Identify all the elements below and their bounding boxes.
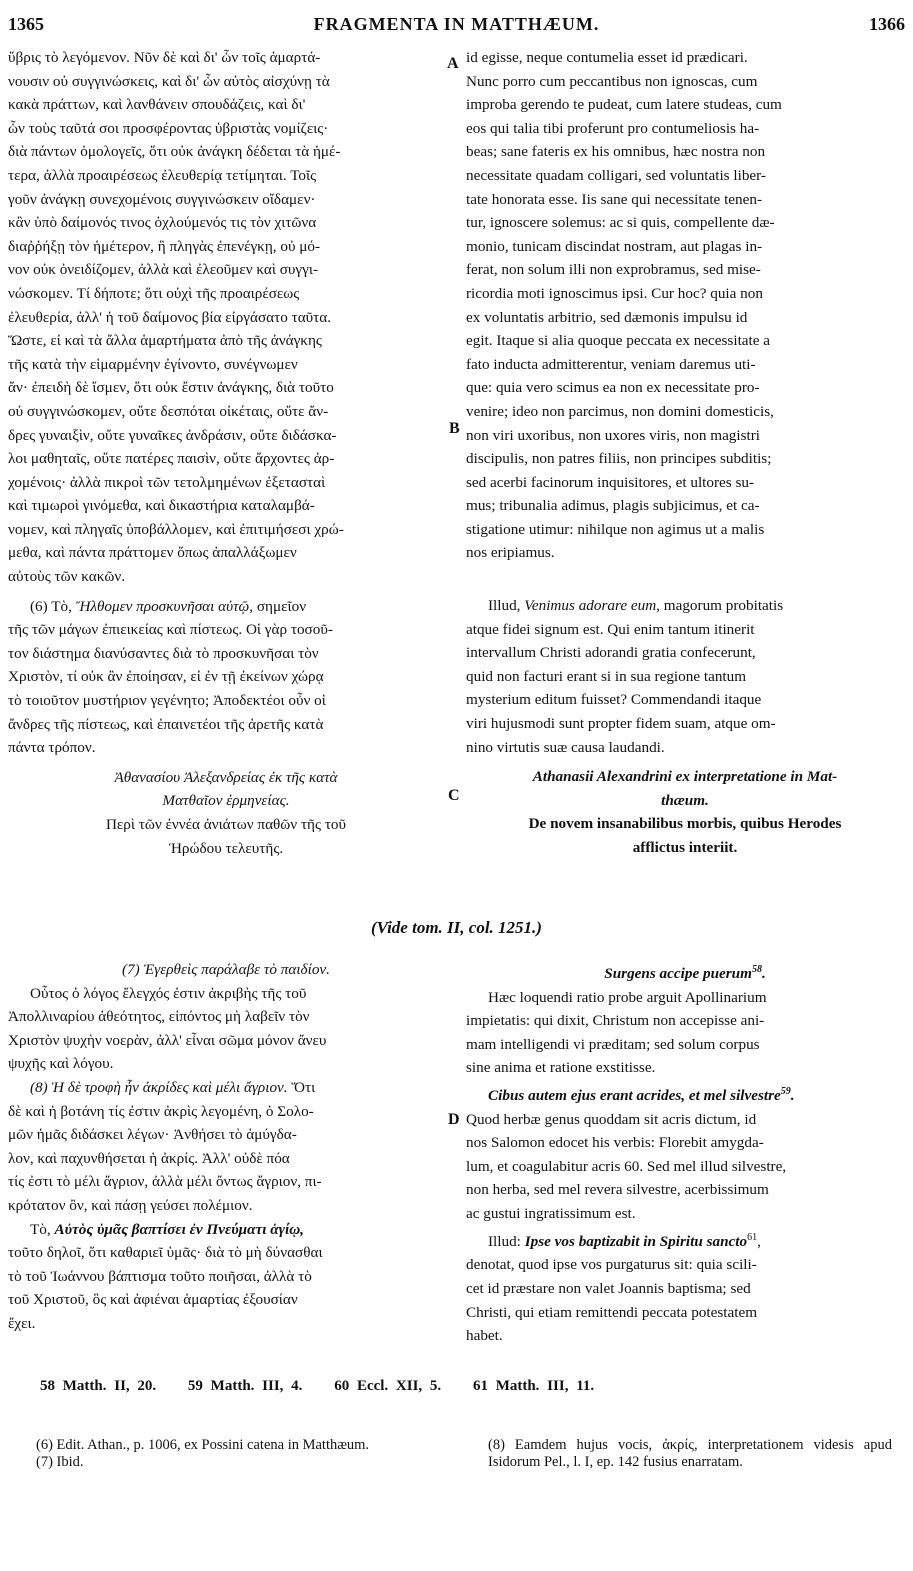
text-line: ἄν· ἐπειδὴ δὲ ἴσμεν, ὅτι οὐκ ἔστιν ἀνάγκης, διὰ τοῦτο (8, 379, 334, 397)
text-line: lum, et coagulabitur acris 60. Sed mel illud silvestre, (466, 1157, 787, 1175)
greek-paragraph-6 (8, 595, 444, 760)
text-line: διαῤῥήξῃ τὸν ἡμέτερον, ἢ πληγὰς ἐπενέγκῃ, οὐ μό- (8, 237, 321, 255)
text-line: νον οὐκ ὀνειδίζομεν, ἀλλὰ καὶ ἐλεοῦμεν καὶ συγγι- (8, 261, 319, 279)
text-line: Οὗτος ὁ λόγος ἔλεγχός ἐστιν ἀκριβὴς τῆς τοῦ (30, 984, 307, 1002)
text-line: λοι μαθηταῖς, οὔτε πατέρες παισὶν, οὔτε ἄρχοντες ἀρ- (8, 450, 335, 468)
text-fragment: magorum probitatis (663, 597, 784, 615)
text-line: ψυχῆς καὶ λόγου. (8, 1055, 114, 1073)
text-line: διὰ πάντων ὁμολογεῖς, ὅτι οὐκ ἀνάγκη δέδεται τὰ ἡμέ- (8, 143, 341, 161)
text-line: ἄνδρες τῆς πίστεως, καὶ ἐπαινετέοι τῆς ἀρετῆς κατὰ (8, 715, 324, 733)
text-line: χομένοις· ἀλλὰ πικροὶ τῶν τετολμημένων ἐξετασταὶ (8, 473, 326, 491)
text-line: δὲ καὶ ἡ βοτάνη τίς ἐστιν ἀκρὶς λεγομένη, ὁ Σολο- (8, 1102, 314, 1120)
text-line: cet id præstare non valet Joannis baptisma; sed (466, 1279, 751, 1297)
section-subtitle: De novem insanabilibus morbis, quibus Herodes (528, 815, 842, 833)
text-line: τερα, ἀλλὰ προαιρέσεως ἐλευθερίᾳ τετίμηται. Τοῖς (8, 166, 317, 184)
text-line: καὶ τιμωροὶ γινόμεθα, καὶ δικαστήρια καταλαμβά- (8, 497, 315, 515)
text-line: quid non facturi erant si in sua regione tantum (466, 667, 747, 685)
text-line: νουσιν οὐ συγγινώσκεις, καὶ δι' ὧν αὐτὸς αἰσχύνῃ τὰ (8, 72, 330, 90)
section-title: Ἀθανασίου Ἀλεξανδρείας ἐκ τῆς κατὰ (114, 768, 338, 786)
text-line: non viri uxoribus, non uxores viris, non magistri (466, 426, 761, 444)
text-line: viri hujusmodi sunt propter fidem suam, atque om- (466, 715, 776, 733)
section-number: (6) (30, 597, 48, 615)
text-line: νώσκομεν. Τί δήποτε; ὅτι οὐχὶ τῆς προαιρέσεως (8, 284, 300, 302)
text-line: stigatione utimur: nihilque non agimus ut a malis (466, 520, 765, 538)
intro-word: Τὸ, (30, 1220, 51, 1238)
text-line: Nunc porro cum peccantibus non ignoscas, cum (466, 72, 758, 90)
footnote: (7) Ibid. (36, 1454, 84, 1470)
greek-column-bottom (8, 958, 444, 1336)
scripture-heading: (7) Ἐγερθεὶς παράλαβε τὸ παιδίον. (122, 961, 330, 978)
text-line: ex voluntatis arbitrio, sed dæmonis impulsu id (466, 308, 748, 326)
footnote: (6) Edit. Athan., p. 1006, ex Possini catena in Matthæum. (36, 1437, 370, 1453)
latin-paragraph-1 (466, 46, 904, 565)
athanasius-greek-heading (8, 766, 444, 860)
text-line: ἔχει. (8, 1314, 36, 1332)
footnotes-left (36, 1437, 446, 1471)
text-line: fato inducta admitterentur, veniam daremus uti- (466, 355, 756, 373)
greek-paragraph-7 (8, 958, 444, 1076)
text-line: denotat, quod ipse vos purgaturus sit: quia scili- (466, 1256, 757, 1274)
latin-paragraph-8 (466, 1080, 904, 1226)
text-line: ὕβρις τὸ λεγόμενον. Νῦν δὲ καὶ δι' ὧν τοῖς ἁμαρτά- (8, 49, 321, 66)
text-line: impietatis: qui dixit, Christum non accepisse ani- (466, 1012, 765, 1030)
scripture-quote: Surgens accipe puerum (604, 965, 752, 983)
text-fragment: Ὅτι (291, 1078, 316, 1096)
text-line: que: quia vero scimus ea non ex necessitate pro- (466, 379, 760, 397)
text-line: τῆς τῶν μάγων ἐπιεικείας καὶ πίστεως. Οἱ γὰρ τοσοῦ- (8, 621, 333, 639)
page-header (8, 14, 905, 40)
text-line: γοῦν ἀνάγκῃ συνεχομένοις συγγινώσκειν οἴδαμεν· (8, 190, 316, 208)
greek-paragraph-1 (8, 46, 444, 589)
text-line: νομεν, καὶ πληγαῖς ὑποβάλλομεν, καὶ ἐπιτιμήσεσι χρώ- (8, 520, 344, 538)
text-line: μῶν ἡμᾶς διδάσκει λέγων· Ἀνθήσει τὸ ἀμύγδα- (8, 1126, 297, 1144)
text-line: Χριστὸν, τί οὐκ ἂν ἐποίησαν, εἰ ἐν τῇ ἐκείνων χώρᾳ (8, 668, 324, 686)
text-line: τοῦ Χριστοῦ, ὃς καὶ ἀφιέναι ἁμαρτίας ἐξουσίαν (8, 1291, 298, 1309)
section-subtitle: Περὶ τῶν ἐννέα ἀνιάτων παθῶν τῆς τοῦ (105, 816, 347, 833)
text-line: sine anima et ratione exstitisse. (466, 1059, 656, 1077)
text-line: κακὰ πράττων, καὶ λανθάνειν σπουδάζεις, καὶ δι' (8, 96, 306, 114)
intro-word: Τὸ, (51, 597, 72, 615)
text-line: intervallum Christi adorandi gratia confecerunt, (466, 644, 756, 662)
text-line: necessitate quadam colligari, sed voluntatis liber- (466, 166, 766, 184)
intro-word: Illud: (488, 1232, 521, 1250)
latin-paragraph-6 (466, 594, 904, 759)
text-line: Cibus autem ejus erant acrides, et mel silvestre$^{59}$. (488, 1086, 795, 1105)
latin-paragraph-baptism (466, 1226, 904, 1348)
text-line: Illud: Ipse vos baptizabit in Spiritu sancto$^{61}$, (488, 1231, 761, 1250)
greek-paragraph-baptism (8, 1218, 444, 1336)
text-line: λον, καὶ παχυνθήσεται ἡ ἀκρίς. Ἀλλ' οὐδὲ πόα (8, 1149, 290, 1167)
text-line: nos eripiamus. (466, 544, 555, 562)
text-line: Χριστὸν ψυχὴν νοερὰν, ἀλλ' εἶναι σῶμα μόνον ἄνευ (8, 1031, 327, 1049)
margin-marker-b: B (449, 420, 460, 437)
text-line: κἂν ὑπὸ δαίμονός τινος ὀχλούμενός τις τὸν χιτῶνα (8, 214, 317, 232)
section-subtitle: Ἡρώδου τελευτῆς. (168, 839, 284, 857)
text-line: eos qui talia tibi proferunt pro contumeliosis ha- (466, 119, 760, 137)
text-line: ἐλευθερία, ἀλλ' ἡ τοῦ δαίμονος βία εἰργάσατο ταῦτα. (8, 308, 332, 326)
latin-column-bottom (466, 958, 904, 1348)
text-fragment: σημεῖον (256, 597, 307, 615)
footnote-ref: 59 (780, 1086, 791, 1098)
section-title: Ματθαῖον ἑρμηνείας. (162, 792, 290, 810)
text-line: id egisse, neque contumelia esset id prædicari. (466, 49, 748, 66)
footnotes-right (488, 1437, 892, 1471)
text-line: ricordia moti ignoscimus ipsi. Cur hoc? quia non (466, 284, 763, 302)
text-line (8, 595, 444, 619)
text-line: monio, tunicam discindat nostram, aut plagas in- (466, 237, 763, 255)
text-line: habet. (466, 1327, 503, 1345)
text-line: improba gerendo te pudeat, cum latere studeas, cum (466, 96, 782, 114)
text-line: ac gustui ingratissimum est. (466, 1205, 636, 1223)
text-line: tate honorata esse. Iis sane qui necessitate tenen- (466, 190, 763, 208)
text-line: Christi, qui etiam remittendi peccata potestatem (466, 1303, 758, 1321)
text-line (8, 1076, 444, 1100)
scripture-references (40, 1378, 618, 1395)
section-title: Athanasii Alexandrini ex interpretatione in Mat- (532, 768, 838, 786)
text-line: Quod herbæ genus quoddam sit acris dictum, id (466, 1110, 757, 1128)
scripture-quote: Αὐτὸς ὑμᾶς βαπτίσει ἐν Πνεύματι ἁγίῳ, (54, 1220, 304, 1238)
text-line: αὐτοὺς τῶν κακῶν. (8, 568, 126, 586)
section-subtitle: afflictus interiit. (632, 839, 738, 856)
text-line: τοῦτο δηλοῖ, ὅτι καθαριεῖ ὑμᾶς· διὰ τὸ μὴ δύνασθαι (8, 1244, 323, 1262)
intro-word: Illud, (488, 597, 521, 615)
section-title: thæum. (661, 791, 709, 809)
page-number-left: 1365 (8, 14, 44, 34)
text-line: ferat, non solum illi non exprobramus, sed mise- (466, 261, 761, 279)
reference-item: 60 Eccl. XII, 5. (334, 1378, 442, 1394)
text-line: atque fidei signum est. Qui enim tantum itinerit (466, 620, 755, 638)
reference-item: 59 Matth. III, 4. (187, 1378, 303, 1394)
scripture-quote: (8) Ἡ δὲ τροφὴ ἦν ἀκρίδες καὶ μέλι ἄγριον. (30, 1078, 288, 1096)
text-line: πάντα τρόπον. (8, 739, 96, 757)
text-line (466, 594, 904, 618)
latin-column-top (466, 46, 904, 860)
text-line: τον διάστημα διανύσαντες διὰ τὸ προσκυνῆσαι τὸν (8, 644, 319, 662)
margin-marker-c: C (448, 787, 460, 804)
scripture-quote: Cibus autem ejus erant acrides, et mel silvestre (488, 1087, 781, 1105)
text-line: nino virtutis suæ causa laudandi. (466, 738, 665, 756)
text-line: Hæc loquendi ratio probe arguit Apollinarium (488, 988, 767, 1006)
text-line: sed acerbi facinorum inquisitores, et ultores su- (466, 473, 755, 491)
margin-marker-d: D (448, 1111, 460, 1128)
scripture-heading: Surgens accipe puerum$^{58}$. (604, 964, 766, 983)
text-line: venire; ideo non parcimus, non domini domesticis, (466, 402, 774, 420)
footnote-ref: 58 (751, 964, 762, 975)
text-line: tur, ignoscere solemus: ac si quis, compellente dæ- (466, 214, 775, 232)
cross-reference-note: (Vide tom. II, col. 1251.) (371, 918, 542, 937)
greek-column-top (8, 46, 444, 860)
text-line: τῆς κατὰ τὴν εἱμαρμένην ἐγίνοντο, συνέγνωμεν (8, 355, 298, 373)
reference-item: 61 Matth. III, 11. (472, 1378, 595, 1394)
text-line (8, 1218, 444, 1242)
greek-paragraph-8 (8, 1076, 444, 1218)
text-line: τὸ τοῦ Ἰωάννου βάπτισμα τοῦτο ποιῆσαι, ἀλλὰ τὸ (8, 1267, 312, 1285)
scripture-quote: Ἤλθομεν προσκυνῆσαι αὐτῷ, (75, 597, 254, 615)
text-line: τὸ τοιοῦτον μυστήριον γεγένητο; Ἀποδεκτέοι οὖν οἱ (8, 692, 326, 710)
text-line: δρες γυναιξὶν, οὔτε γυναῖκες ἀνδράσιν, οὔτε διδάσκα- (8, 426, 337, 444)
running-title: FRAGMENTA IN MATTHÆUM. (313, 14, 600, 34)
text-line: κρότατον ὂν, καὶ πάσῃ γεύσει πολέμιον. (8, 1196, 253, 1214)
text-line: τίς ἐστι τὸ μέλι ἄγριον, ἀλλὰ μέλι ὄντως ἄγριον, πι- (8, 1173, 322, 1191)
text-line: beas; sane fateris ex his omnibus, hæc nostra non (466, 143, 766, 161)
text-line: οὐ συγγινώσκομεν, οὔτε δεσπόται οἰκέταις, οὔτε ἄν- (8, 402, 329, 420)
text-line: non herba, sed mel revera silvestre, acerbissimum (466, 1181, 769, 1199)
scripture-quote: Venimus adorare eum, (524, 597, 660, 615)
reference-item: 58 Matth. II, 20. (40, 1378, 157, 1394)
text-line: Ὥστε, εἰ καὶ τὰ ἄλλα ἁμαρτήματα ἀπὸ τῆς ἀνάγκης (8, 332, 322, 350)
text-line: egit. Itaque si alia quoque peccata ex necessitate a (466, 332, 771, 350)
latin-paragraph-7 (466, 958, 904, 1080)
text-line: nos Salomon edocet his verbis: Florebit amygda- (466, 1134, 764, 1152)
athanasius-latin-heading (466, 765, 904, 859)
text-line: ὧν τοὺς ταῦτά σοι προσφέροντας ὑβριστὰς νομίζεις· (8, 119, 329, 137)
text-line: mysterium editum fuisset? Commendandi itaque (466, 691, 762, 709)
text-line: mus; tribunalia adimus, plagis subjicimus, et ca- (466, 497, 760, 515)
footnote: (8) Eamdem hujus vocis, ἀκρίς, interpretationem videsis apud Isidorum Pel., l. I, ep. 142 fusius enarratam. (488, 1437, 892, 1470)
scripture-quote: Ipse vos baptizabit in Spiritu sancto (524, 1232, 748, 1250)
text-line: Ἀπολλιναρίου ἀθεότητος, εἰπόντος μὴ λαβεῖν τὸν (8, 1008, 310, 1026)
page-number-right: 1366 (869, 14, 905, 34)
text-line: discipulis, non patres filiis, non principes subditis; (466, 450, 772, 468)
text-line: μεθα, καὶ πάντα πράττομεν ὅπως ἀπαλλάξωμεν (8, 544, 297, 562)
footnote-ref: 61 (747, 1231, 758, 1243)
margin-marker-a: A (447, 55, 459, 72)
text-line: mam intelligendi vi præditam; sed solum corpus (466, 1035, 760, 1053)
